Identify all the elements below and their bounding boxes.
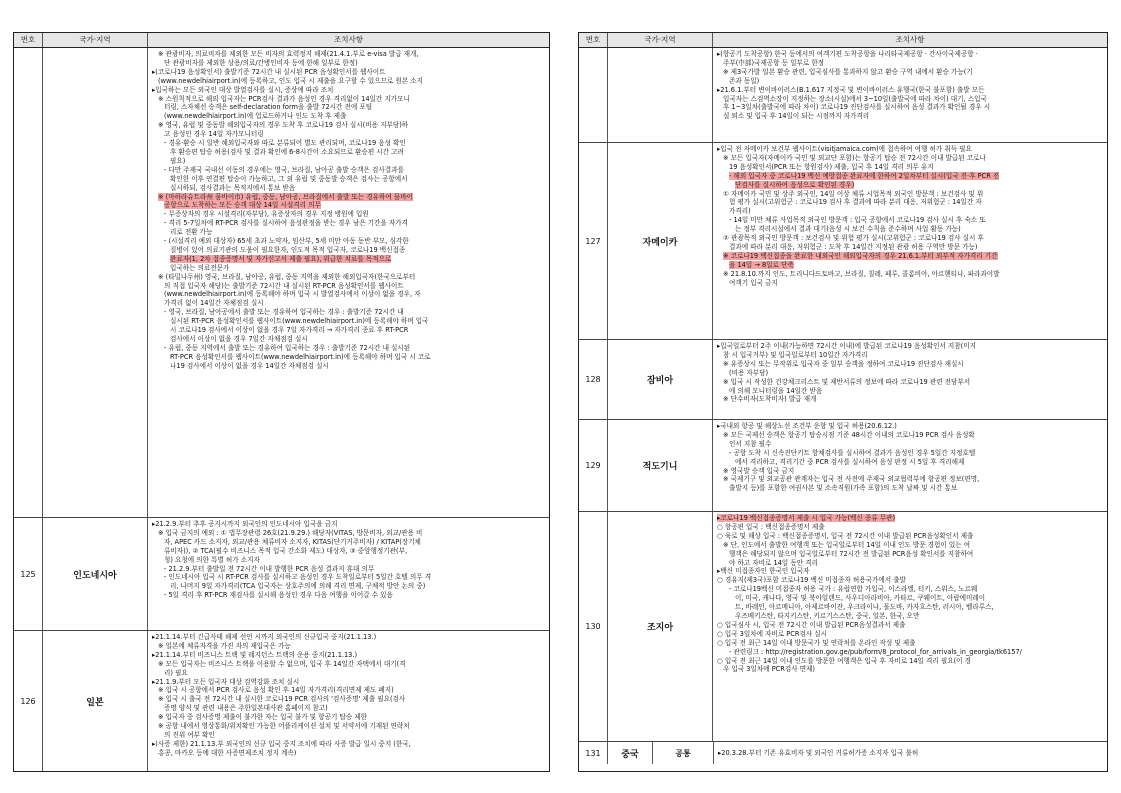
measure-line <box>152 678 545 687</box>
row-country: 일본 <box>43 631 148 772</box>
measure-line <box>717 378 1103 387</box>
measure-text: ② 관광목적 외국인 방문객 : 보건검사 및 위험 평가 실시(고위험군 : 코로나19 검사 실시 후 <box>723 234 984 243</box>
measure-line <box>717 270 1103 279</box>
row-measures <box>148 48 549 517</box>
highlighted-text: - 해외 입국자 중 코로나19 백신 예방접종 완료자에 한하여 2일차부터 실시(입국 전·후 PCR 진 <box>729 171 1000 180</box>
table-row <box>579 143 1107 340</box>
measure-line <box>717 112 1103 121</box>
measure-line <box>152 50 545 59</box>
measure-text: 가격리) <box>729 207 751 216</box>
measure-line <box>152 228 545 237</box>
measure-line <box>717 576 1103 585</box>
measure-line <box>717 431 1103 440</box>
measure-text: 참 시 입국거부) 및 입국일로부터 10일간 자가격리 <box>723 350 868 359</box>
measure-line <box>717 648 1103 657</box>
measure-text: ▸21.2.9.부터 추후 공지시까지 외국인의 인도네시아 입국을 금지 <box>152 520 338 528</box>
measure-text: ※ 국제기구 및 외교공관 관계자는 입국 전 사전에 주재국 외교협력부에 항공편 정보(편명, <box>723 475 980 484</box>
measure-text: - 무증상자의 경우 시설격리(자부담), 유증상자의 경우 지정 병원에 입원 <box>164 210 369 219</box>
row-measures <box>714 742 1107 764</box>
measure-text: ※ 단수비자(도착비자) 발급 재개 <box>723 395 817 404</box>
measure-text: 의 직접 입국자 해당)는 출발기준 72시간 내 실시된 RT-PCR 음성확인서를 웹사이트 <box>164 281 404 290</box>
measure-line <box>717 172 1103 181</box>
measure-line <box>717 207 1103 216</box>
row-number <box>14 48 43 517</box>
measure-text: - 영국, 브라질, 남아공에서 출발 또는 경유하여 입국하는 경우 : 출발기준 72시간 내 <box>164 308 404 317</box>
measure-text: 고 음성인 경우 14일 자가모니터링 <box>164 130 264 139</box>
right-table-body <box>579 48 1107 764</box>
row-number: 127 <box>579 143 608 339</box>
table-row <box>14 518 549 631</box>
measure-line <box>717 360 1103 369</box>
measure-text: 행객은 해당되지 않으며 입국일로부터 72시간 전 발급된 PCR음성 확인서를 지참하여 <box>729 549 974 558</box>
measure-line <box>717 154 1103 163</box>
measure-text: 실시된 RT-PCR 음성확인서를 웹사이트(www.newdelhiairport.in)에 등록해야 하며 입국 <box>170 317 429 326</box>
measure-line <box>717 395 1103 404</box>
measure-line <box>152 731 545 740</box>
measure-line <box>152 547 545 556</box>
row-number: 125 <box>14 518 43 630</box>
row-number <box>579 48 608 142</box>
row-country: 자메이카 <box>608 143 713 339</box>
measure-line <box>152 246 545 255</box>
measure-text: 리로 전환 가능 <box>170 228 213 237</box>
row-sub-category: 공통 <box>653 742 714 764</box>
measure-line <box>717 234 1103 243</box>
measure-line <box>717 261 1103 270</box>
header-number: 번호 <box>579 33 608 47</box>
measure-line <box>152 290 545 299</box>
measure-line <box>152 686 545 695</box>
measure-text: 19 음성확인서(PCR 또는 항원검사) 제출, 입국 후 14일 격리 의무 유지 <box>729 162 934 171</box>
measure-text: 검사에서 이상이 없을 경우 7일간 자체점검 실시 <box>170 335 308 343</box>
measure-text: - 공항 도착 시 신속진단키트 항체검사를 실시하여 결과가 음성인 경우 5일간 지정호텔 <box>729 448 976 457</box>
measure-line <box>717 198 1103 207</box>
measure-line <box>152 317 545 326</box>
measure-text: ▸입국 전 자메이카 보건부 웹사이트(visitjamaica.com)에 접속하여 여행 허가 취득 필요 <box>717 145 972 153</box>
measure-text: 이, 미국, 캐나다, 영국 및 북아일랜드, 사우디아라비아, 카타르, 쿠웨이트, 아랍에미레이 <box>735 594 986 603</box>
measure-line <box>152 157 545 166</box>
measure-line <box>717 190 1103 199</box>
row-country: 적도기니 <box>608 420 713 511</box>
measure-text: ※ 21.8.10.까지 인도, 트리니다드토바고, 브라질, 칠레, 페루, 콜롬비아, 아르헨티나, 파라과이발 <box>723 269 1000 278</box>
measure-text: ※ 입국 금지의 예외 : ① 법무장관령 26호(21.9.29.) 해당자(VITAS, 방문비자, 외교/관용 비 <box>158 528 423 537</box>
measure-line <box>717 279 1103 288</box>
measure-text: ※ 입국 시 작성한 건강체크리스트 및 제반서류의 정보에 따라 코로나19 관련 전담부서 <box>723 377 971 386</box>
measure-line <box>717 387 1103 396</box>
measure-text: - 유럽, 중동 지역에서 출발 또는 경유하여 입국하는 경우 : 출발기준 72시간 내 실시된 <box>164 343 411 352</box>
measure-line <box>152 362 545 371</box>
measure-text: ※ 모든 국제선 승객은 항공기 탑승시점 기준 48시간 이내의 코로나19 PCR 검사 음성확 <box>723 430 975 439</box>
measure-text: ○ 항공편 입국 : 백신접종증명서 제출 <box>717 522 825 531</box>
measure-text: ※ 관광비자, 의료비자를 제외한 모든 비자의 효력정지 해제(21.4.1.부로 e-visa 발급 재개, <box>158 50 419 58</box>
measure-text: ※ 단, 인도에서 출발한 여행객 또는 입국일로부터 14일 이내 인도 방문 경험이 있는 여 <box>723 540 971 549</box>
measure-text: ▸입국하는 모든 외국인 대상 발열검사를 실시, 증상에 따라 조치 <box>152 85 334 94</box>
measure-text: 인서 지참 필수 <box>729 439 772 448</box>
highlighted-text: ▸코로나19 백신접종증명서 제출 시 입국 가능(백신 종류 무관) <box>717 514 896 522</box>
highlighted-text: 완료자(1, 2차 접종증명서 및 자가신고서 제출 필요), 위급한 치료를 목적으로 <box>170 254 392 263</box>
table-row <box>579 742 1107 764</box>
measure-line <box>152 184 545 193</box>
measure-line <box>717 532 1103 541</box>
measure-line <box>717 467 1103 476</box>
measure-line <box>152 112 545 121</box>
row-measures <box>713 420 1107 511</box>
measure-text: - 코로나19백신 미접종자 허용 국가 : 유럽연합 가입국, 이스라엘, 터키, 스위스, 노르웨 <box>729 585 978 594</box>
measure-text: - 14일 미만 체류 사업목적 외국인 방문객 : 입국 공항에서 코로나19 검사 실시 후 숙소 또 <box>729 216 986 225</box>
row-number: 126 <box>14 631 43 772</box>
measure-line <box>152 175 545 184</box>
row-measures <box>713 48 1107 142</box>
measure-line <box>717 449 1103 458</box>
measure-line <box>152 273 545 282</box>
row-measures <box>713 143 1107 339</box>
measure-line <box>152 77 545 86</box>
measure-line <box>152 130 545 139</box>
measure-line <box>152 95 545 104</box>
measure-line <box>717 657 1103 666</box>
measure-text: ○ 입국 3일차에 자비로 PCR검사 실시 <box>717 629 828 638</box>
row-country: 중국 <box>608 742 653 764</box>
measure-line <box>152 695 545 704</box>
measure-text: (www.newdelhiairport.in)에 등록하고, 인도 입국 시 제출을 요구할 수 있으므로 원본 소지 <box>158 76 424 85</box>
measure-text: 의 진위 여부 확인 <box>164 730 215 739</box>
measure-line <box>152 353 545 362</box>
measure-line <box>152 651 545 660</box>
measure-text: 증명 양식 및 관련 내용은 주한일본대사관 홈페이지 참고) <box>164 704 328 713</box>
measure-text: 터링, 스자체선 승객은 self-declaration form을 출발 72시간 전에 포털 <box>164 103 373 112</box>
measure-text: 에 의해 모니터링을 14일간 받음 <box>729 386 823 395</box>
measure-line <box>152 704 545 713</box>
measure-text: 트, 바레인, 아르메니아, 아제르바이잔, 우크라이나, 몰도바, 카자흐스탄, 러시아, 벨라루스, <box>735 603 994 612</box>
measure-line <box>717 181 1103 190</box>
measure-line <box>717 484 1103 493</box>
measure-text: - 5일 격리 후 RT-PCR 재검사를 실시해 음성인 경우 다음 여행을 이어갈 수 있음 <box>164 591 393 600</box>
measure-text: ▸21.1.14.부터 비즈니스 트랙 및 레지던스 트랙의 운용 중지(21.1.13.) <box>152 650 358 659</box>
measure-text: ○ 육로 및 해상 입국 : 백신접종증명서, 입국 전 72시간 이내 발급된 PCR음성확인서 제출 <box>717 531 974 540</box>
measure-line <box>717 369 1103 378</box>
measure-text: 출발지 등)를 포함한 여권사본 및 소속직원(가족 포함)의 도착 날짜 및 시간 통보 <box>729 484 958 493</box>
highlighted-text: ※ (마하라슈트라州 뭄바이市) 유럽, 중동, 남아공, 브라질에서 출발 또는 경유하여 뭄바이 <box>158 192 413 201</box>
measure-line <box>152 86 545 95</box>
measure-text: ▸21.1.9.부터 모든 입국자 대상 검역강화 조치 실시 <box>152 677 300 686</box>
measure-text: ※ 모든 입국자(자메이카 국민 및 외교단 포함)는 항공기 탑승 전 72시간 이내 발급된 코로나 <box>723 153 986 162</box>
measure-line <box>717 475 1103 484</box>
table-row <box>579 340 1107 420</box>
measure-line <box>152 59 545 68</box>
measure-text: RT-PCR 음성확인서를 웹사이트(www.newdelhiairport.in)에 등록해야 하며 입국 시 코로 <box>170 352 431 361</box>
measure-text: (비용 자부담) <box>729 368 769 377</box>
measure-text: 주부(中部)국제공항 등 일부로 한정 <box>723 58 825 67</box>
measure-line <box>717 163 1103 172</box>
measure-line <box>717 351 1103 360</box>
measure-text: ※ 공항 내에서 영상통화/위치확인 가능한 어플리케이션 설치 및 서약서에 기재된 연락처 <box>158 722 410 731</box>
measure-text: 후 1~3일차(출발국에 따라 차이) 코로나19 진단검사를 실시하여 음성 결과가 확인될 경우 시 <box>723 103 991 112</box>
measure-line <box>717 603 1103 612</box>
highlighted-text: 단검사를 실시하여 음성으로 확인된 경우) <box>735 180 855 189</box>
measure-text: - 다만 주재국 국내선 이동의 경우에는 영국, 브라질, 남아공 출발 승객은 검사결과를 <box>164 165 404 174</box>
measure-text: 청) 요청에 의한 특별 허가 소지자 <box>164 555 260 564</box>
measure-line <box>717 585 1103 594</box>
measure-line <box>152 669 545 678</box>
measure-text: 나19 검사에서 이상이 없을 경우 14일간 자체점검 실시 <box>170 361 329 370</box>
table-row <box>579 512 1107 742</box>
measure-line <box>717 95 1103 104</box>
measure-text: 시 코로나19 검사에서 이상이 없을 경우 7일 자가격리 → 자가격리 종료 후 RT-PCR <box>170 326 409 335</box>
measure-line <box>717 86 1103 95</box>
measure-text: ○ 입국 전 최근 14일 이내 방문국가 및 연락처를 온라인 작성 및 제출 <box>717 638 916 647</box>
row-measures <box>713 512 1107 741</box>
measure-text: 여객기 입국 금지 <box>729 278 778 287</box>
measure-text: (www.newdelhiairport.in)에 업로드하거나 인도 도착 후 제출 <box>164 112 347 121</box>
row-number: 129 <box>579 420 608 511</box>
measure-text: ※ (타밀나두州) 영국, 브라질, 남아공, 유럽, 중동 지역을 제외한 해외입국자(한국으로부터 <box>158 272 416 281</box>
measure-line <box>152 308 545 317</box>
measure-line <box>152 121 545 130</box>
measure-line <box>152 148 545 157</box>
measure-line <box>152 582 545 591</box>
row-country <box>608 48 713 142</box>
measure-line <box>717 523 1103 532</box>
left-table <box>13 32 550 772</box>
measure-text: 류비자)), ② TCA(필수 비즈니스 목적 입국 간소화 제도) 대상자, ③ 중앙행정기관(부, <box>164 546 408 555</box>
measure-line <box>152 344 545 353</box>
measure-line <box>152 166 545 175</box>
measure-line <box>717 145 1103 154</box>
measure-line <box>152 210 545 219</box>
measure-line <box>717 77 1103 86</box>
table-row <box>579 48 1107 143</box>
measure-line <box>717 252 1103 261</box>
header-country: 국가·지역 <box>608 33 713 47</box>
measure-text: ○ 입국 전 최근 14일 이내 인도를 방문한 여행객은 입국 후 자비로 14일 격리 필요(이 경 <box>717 656 972 665</box>
measure-line <box>717 216 1103 225</box>
header-measures: 조치사항 <box>895 35 925 44</box>
measure-line <box>717 621 1103 630</box>
right-table <box>578 32 1108 772</box>
measure-text: ▸입국일로부터 2주 이내(가능하면 72시간 이내)에 발급된 코로나19 음성확인서 지참(미지 <box>717 342 976 350</box>
table-row <box>14 631 549 772</box>
highlighted-text: 공항으로 도착하는 모든 승객 대상 14일 시설격리 의무 <box>164 201 321 210</box>
measure-text: - (시설격리 예외 대상자) 65세 초과 노약자, 임산부, 5세 미만 아동 동반 부모, 심각한 <box>164 237 409 246</box>
measure-line <box>717 541 1103 550</box>
measure-line <box>717 665 1103 674</box>
measure-text: ○ 경유지(제3국)포함 코로나19 백신 미접종자 허용국가에서 출발 <box>717 576 906 585</box>
row-measures <box>713 340 1107 419</box>
table-row <box>14 48 549 518</box>
measure-line <box>152 237 545 246</box>
measure-line <box>152 642 545 651</box>
measure-line <box>152 68 545 77</box>
measure-line <box>152 591 545 600</box>
measure-text: ▸(사증 제한) 21.1.13.부 외국인의 신규 입국 중지 조치에 따라 사증 발급 일시 중지 (한국, <box>152 739 411 748</box>
measure-text: ※ 입국자 중 검사증명 제출이 불가한 자는 입국 불가 및 항공기 탑승 제한 <box>158 713 368 722</box>
measure-line <box>152 219 545 228</box>
measure-text: 에서 격리하고, 격리기간 중 PCR 검사를 실시하여 음성 판정 시 5일 후 격리해제 <box>735 457 965 466</box>
measure-line <box>152 556 545 565</box>
measure-line <box>717 559 1103 568</box>
measure-text: ▸21.1.14.부터 긴급사태 해제 선언 시까지 외국인의 신규입국 중지(21.1.13.) <box>152 633 377 641</box>
measure-text: 실시하되, 검사결과는 목적지에서 통보 받음 <box>170 183 296 192</box>
measure-text: - 관련링크 : http://registration.gov.ge/pub/form/8_protocol_for_arrivals_in_georgia/tk6157/ <box>729 647 1022 656</box>
left-table-body <box>14 48 549 772</box>
measure-line <box>152 139 545 148</box>
measure-text: ▸21.6.1.부터 변이바이러스(B.1.617 지정국 및 변이바이러스 유행국(한국 불포함) 출발 모든 <box>717 85 985 94</box>
header-country: 국가·지역 <box>43 33 148 47</box>
measure-text: 질병이 있어 의료기관의 도움이 필요한자, 인도적 목적 입국자, 코로나19 백신접종 <box>170 245 406 254</box>
measure-text: - 격리 5-7일차에 RT-PCR 검사를 실시하여 음성판정을 받는 경우 남은 기간을 자가격 <box>164 219 408 228</box>
measure-text: 필요) <box>170 156 186 165</box>
measure-text: ▸국내외 항공 및 해상노선 조건부 운항 및 입국 허용(20.6.12.) <box>717 422 897 430</box>
measure-text: 야 하고 자비로 14일 동안 격리 <box>729 558 818 567</box>
measure-text: 입국자는 스검역소장이 지정하는 장소(시설)에서 3~10일(출발국에 따라 차이) 대기, 스입국 <box>723 94 987 103</box>
table-header <box>579 33 1107 48</box>
measure-text: 결과에 따라 분리 대응, 저위험군 : 도착 후 14일간 지정된 관광 허용 구역만 방문 가능) <box>729 242 978 251</box>
measure-text: - 경유·환승 시 일반 해외입국자와 따로 분류되어 별도 관리되며, 코로나19 음성 확인 <box>164 139 406 148</box>
measure-text: 리) 필요 <box>164 668 188 677</box>
header-number: 번호 <box>14 33 43 47</box>
measure-line <box>717 630 1103 639</box>
measure-line <box>152 201 545 210</box>
measure-line <box>152 538 545 547</box>
measure-line <box>717 59 1103 68</box>
row-country: 조지아 <box>608 512 713 741</box>
measure-line <box>152 565 545 574</box>
header-measures: 조치사항 <box>334 35 363 44</box>
measure-text: 후 환승편 탑승 허용(검사 및 결과 확인에 6-8시간이 소요되므로 환승편 시간 고려 <box>170 147 404 156</box>
measure-line <box>152 299 545 308</box>
measure-text: 는 정부 격리시설에서 결과 대기(음성 시 보건 수칙을 준수하며 사업 활동 가능) <box>735 225 961 234</box>
measure-line <box>717 567 1103 576</box>
row-number: 130 <box>579 512 608 741</box>
measure-line <box>718 749 918 758</box>
row-country: 잠비아 <box>608 340 713 419</box>
measure-text: 확인한 이후 연결편 탑승이 가능하고, 그 외 유럽 및 중동발 승객은 검사는 공항에서 <box>170 174 408 183</box>
row-country <box>43 48 148 517</box>
measure-line <box>152 749 545 758</box>
measure-line <box>717 225 1103 234</box>
measure-line <box>717 639 1103 648</box>
measure-line <box>717 458 1103 467</box>
measure-text: ▸(코로나19 음성확인서) 출발기준 72시간 내 실시된 PCR 음성확인서를 웹사이트 <box>152 67 386 76</box>
measure-line <box>152 282 545 291</box>
measure-text: 험 평가 실시(고위험군 : 코로나19 검사 후 결과에 따라 분리 대응, 저위험군 : 14일간 자 <box>729 198 982 207</box>
row-number: 128 <box>579 340 608 419</box>
measure-line <box>717 514 1103 523</box>
row-country: 인도네시아 <box>43 518 148 630</box>
measure-line <box>717 243 1103 252</box>
measure-line <box>152 660 545 669</box>
measure-line <box>717 342 1103 351</box>
measure-line <box>717 422 1103 431</box>
highlighted-text: 을 14일 → 8일로 단축 <box>729 260 794 269</box>
measure-line <box>152 722 545 731</box>
row-number: 131 <box>579 742 608 764</box>
measure-line <box>717 103 1103 112</box>
measure-text: 가격리 없이 14일간 자체점검 실시 <box>164 299 264 308</box>
measure-text: 단 관광비자를 제외한 상용/의료/간병인비자 등에 한해 일부로 한정) <box>164 58 358 67</box>
measure-line <box>717 550 1103 559</box>
measure-line <box>152 573 545 582</box>
measure-line <box>152 335 545 344</box>
measure-text: ※ 스원칙적으로 해외 입국자는 PCR검사 결과가 음성인 경우 격리없이 14일간 지가모니 <box>158 94 410 103</box>
measure-line <box>152 713 545 722</box>
measure-line <box>152 633 545 642</box>
measure-text: ※ 입국 시 공항에서 PCR 검사로 음성 확인 후 14일 자가격리(격리면제 제도 폐지) <box>158 686 394 695</box>
measure-text: - 21.2.9.부터 출발일 전 72시간 이내 발행한 PCR 음성 결과지 휴대 의무 <box>164 564 375 573</box>
measure-text: ※ 유증상시 또는 무작위로 입국자 중 일부 승객을 정하여 코로나19 진단검사 재실시 <box>723 359 964 368</box>
measure-text: ※ 일본에 체류자격을 가진 자의 재입국은 가능 <box>158 641 291 650</box>
row-measures <box>148 631 549 772</box>
measure-text: - 인도네시아 입국 시 RT-PCR 검사를 실시하고 음성인 경우 도착일로부터 5일간 호텔 의무 격 <box>164 573 432 582</box>
measure-line <box>152 103 545 112</box>
measure-text: 존과 동일) <box>729 76 760 85</box>
measure-text: (www.newdelhiairport.in)에 등록해야 하며 입국 시 발열검사에서 이상이 없을 경우, 자 <box>164 290 421 299</box>
measure-text: ▸20.3.28.부터 기존 유효비자 및 외국인 거류허가증 소지자 입국 불허 <box>718 748 919 757</box>
measure-text: 설 퇴소 및 입국 후 14일이 되는 시점까지 자가격리 <box>723 112 870 121</box>
measure-line <box>152 740 545 749</box>
measure-line <box>152 326 545 335</box>
measure-text: 우 입국 3일차에 PCR검사 면제) <box>723 665 816 674</box>
measure-line <box>152 520 545 529</box>
measure-text: ※ 영국, 유럽 및 중동발 해외입국자의 경우 도착 후 코로나19 검사 실시(비용 지부담)하 <box>158 121 409 130</box>
table-row <box>579 420 1107 512</box>
measure-text: 자, APEC 카드 소지자, 외교/관용 체류비자 소지자, KITAS(단기거주비자) / KITAP(장기체 <box>164 537 421 546</box>
measure-text: 우즈베키스탄, 타지키스탄, 키르기스스탄, 중국, 일본, 한국, 오만 <box>735 611 920 620</box>
row-measures <box>148 518 549 630</box>
measure-text: ※ 제3국가발 일본 환승 관련, 입국심사를 통과하지 않고 환승 구역 내에서 환승 가능(기 <box>723 67 973 76</box>
measure-line <box>152 264 545 273</box>
measure-text: ▸(항공기 도착공항) 한국 등에서의 여객기편 도착공항을 나리타국제공항 · 간사이국제공항 · <box>717 50 978 58</box>
measure-line <box>717 612 1103 621</box>
measure-text: ○ 입국심사 시, 입국 전 72시간 이내 발급된 PCR음성결과서 제출 <box>717 620 906 629</box>
measure-text: 홍콩, 마카오 등에 대한 사증면제조치 정지 계속) <box>158 748 297 757</box>
highlighted-text: ※ 코로나19 백신접종을 완료한 내외국인 해외입국자의 경우 21.6.1.부터 외부적 자가격리 기간 <box>723 251 998 260</box>
measure-line <box>717 50 1103 59</box>
measure-line <box>717 440 1103 449</box>
measure-line <box>717 594 1103 603</box>
measure-line <box>717 68 1103 77</box>
measure-text: 리, 나머지 9일 자가격리(TCA 입국자는 상호주의에 의해 격리 면제, 구체적 방안 논의 중) <box>170 582 426 591</box>
measure-line <box>152 529 545 538</box>
measure-text: ※ 영국발 승객 입국 금지 <box>723 466 795 475</box>
table-header <box>14 33 549 48</box>
measure-line <box>152 193 545 202</box>
measure-text: 입국하는 의료전문가 <box>170 263 230 272</box>
measure-text: ※ 입국 시 출국 전 72시간 내 실시한 코로나19 PCR 검사의 '검사증명' 제출 필요(검사 <box>158 695 406 704</box>
measure-text: ① 자메이카 국민 및 상주 외국인, 14일 이상 체류 시업목적 외국인 방문객 : 보건검사 및 위 <box>723 189 984 198</box>
measure-text: ※ 모든 입국자는 비즈니스 트랙을 이용할 수 없으며, 입국 후 14일간 자택에서 대기(격 <box>158 659 406 668</box>
measure-line <box>152 255 545 264</box>
measure-text: ▸백신 미접종자인 한국인 입국자 <box>717 567 810 576</box>
